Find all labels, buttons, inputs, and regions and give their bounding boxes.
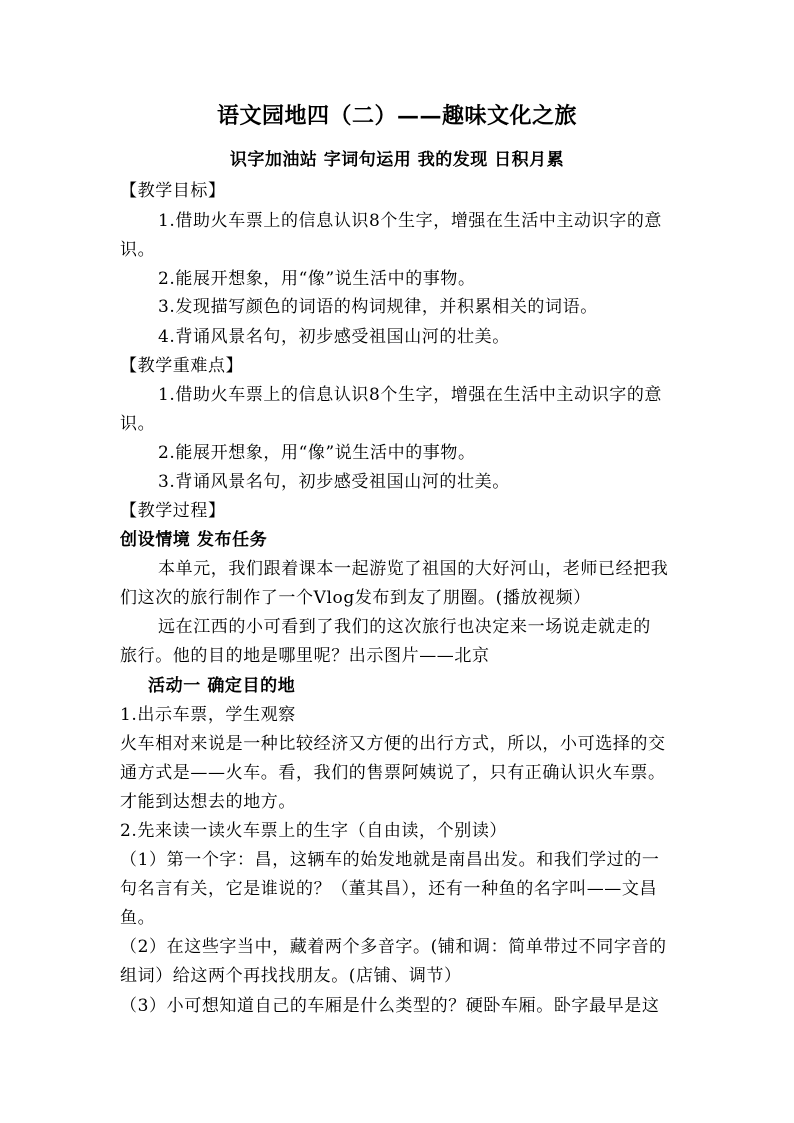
goal-item-1: 1.借助火车票上的信息认识8个生字，增强在生活中主动识字的意 (158, 211, 663, 231)
key-point-item-1-cont: 识。 (120, 414, 156, 434)
goal-item-4: 4.背诵风景名句，初步感受祖国山河的壮美。 (158, 327, 510, 347)
goals-heading: 【教学目标】 (120, 181, 226, 201)
question-1-cont-2: 鱼。 (120, 908, 156, 928)
paragraph-3: 火车相对来说是一种比较经济又方便的出行方式，所以，小可选择的交 (120, 734, 666, 754)
question-1: （1）第一个字：昌，这辆车的始发地就是南昌出发。和我们学过的一 (120, 850, 660, 870)
paragraph-3-cont: 通方式是——火车。看，我们的售票阿姨说了，只有正确认识火车票。 (120, 763, 666, 783)
question-1-cont: 句名言有关，它是谁说的？（董其昌），还有一种鱼的名字叫——文昌 (120, 879, 658, 899)
paragraph-1-cont: 们这次的旅行制作了一个Vlog发布到友了朋圈。(播放视频） (120, 588, 591, 608)
key-point-item-3: 3.背诵风景名句，初步感受祖国山河的壮美。 (158, 472, 510, 492)
question-2-cont: 组词）给这两个再找找朋友。(店铺、调节） (120, 966, 462, 986)
goal-item-3: 3.发现描写颜色的词语的构词规律，并积累相关的词语。 (158, 297, 598, 317)
goal-item-1-cont: 识。 (120, 240, 156, 260)
question-2: （2）在这些字当中，藏着两个多音字。(铺和调：简单带过不同字音的 (120, 937, 667, 957)
step-2: 2.先来读一读火车票上的生字（自由读，个别读） (120, 821, 508, 841)
key-point-item-2: 2.能展开想象，用“像”说生活中的事物。 (158, 443, 476, 463)
activity-1-title: 活动一 确定目的地 (148, 676, 296, 696)
key-point-item-1: 1.借助火车票上的信息认识8个生字，增强在生活中主动识字的意 (158, 385, 663, 405)
question-3: （3）小可想知道自己的车厢是什么类型的？硬卧车厢。卧字最早是这 (120, 996, 660, 1016)
process-heading: 【教学过程】 (120, 501, 226, 521)
step-1: 1.出示车票，学生观察 (120, 705, 296, 725)
page-title: 语文园地四（二）——趣味文化之旅 (216, 103, 577, 129)
scene-title: 创设情境 发布任务 (120, 530, 268, 550)
page-subtitle: 识字加油站 字词句运用 我的发现 日积月累 (229, 150, 565, 170)
goal-item-2: 2.能展开想象，用“像”说生活中的事物。 (158, 269, 476, 289)
key-points-heading: 【教学重难点】 (120, 356, 244, 376)
paragraph-2-cont: 旅行。他的目的地是哪里呢？出示图片——北京 (120, 646, 490, 666)
paragraph-1: 本单元，我们跟着课本一起游览了祖国的大好河山，老师已经把我 (158, 559, 669, 579)
paragraph-3-cont-2: 才能到达想去的地方。 (120, 792, 296, 812)
paragraph-2: 远在江西的小可看到了我们的这次旅行也决定来一场说走就走的 (158, 617, 651, 637)
